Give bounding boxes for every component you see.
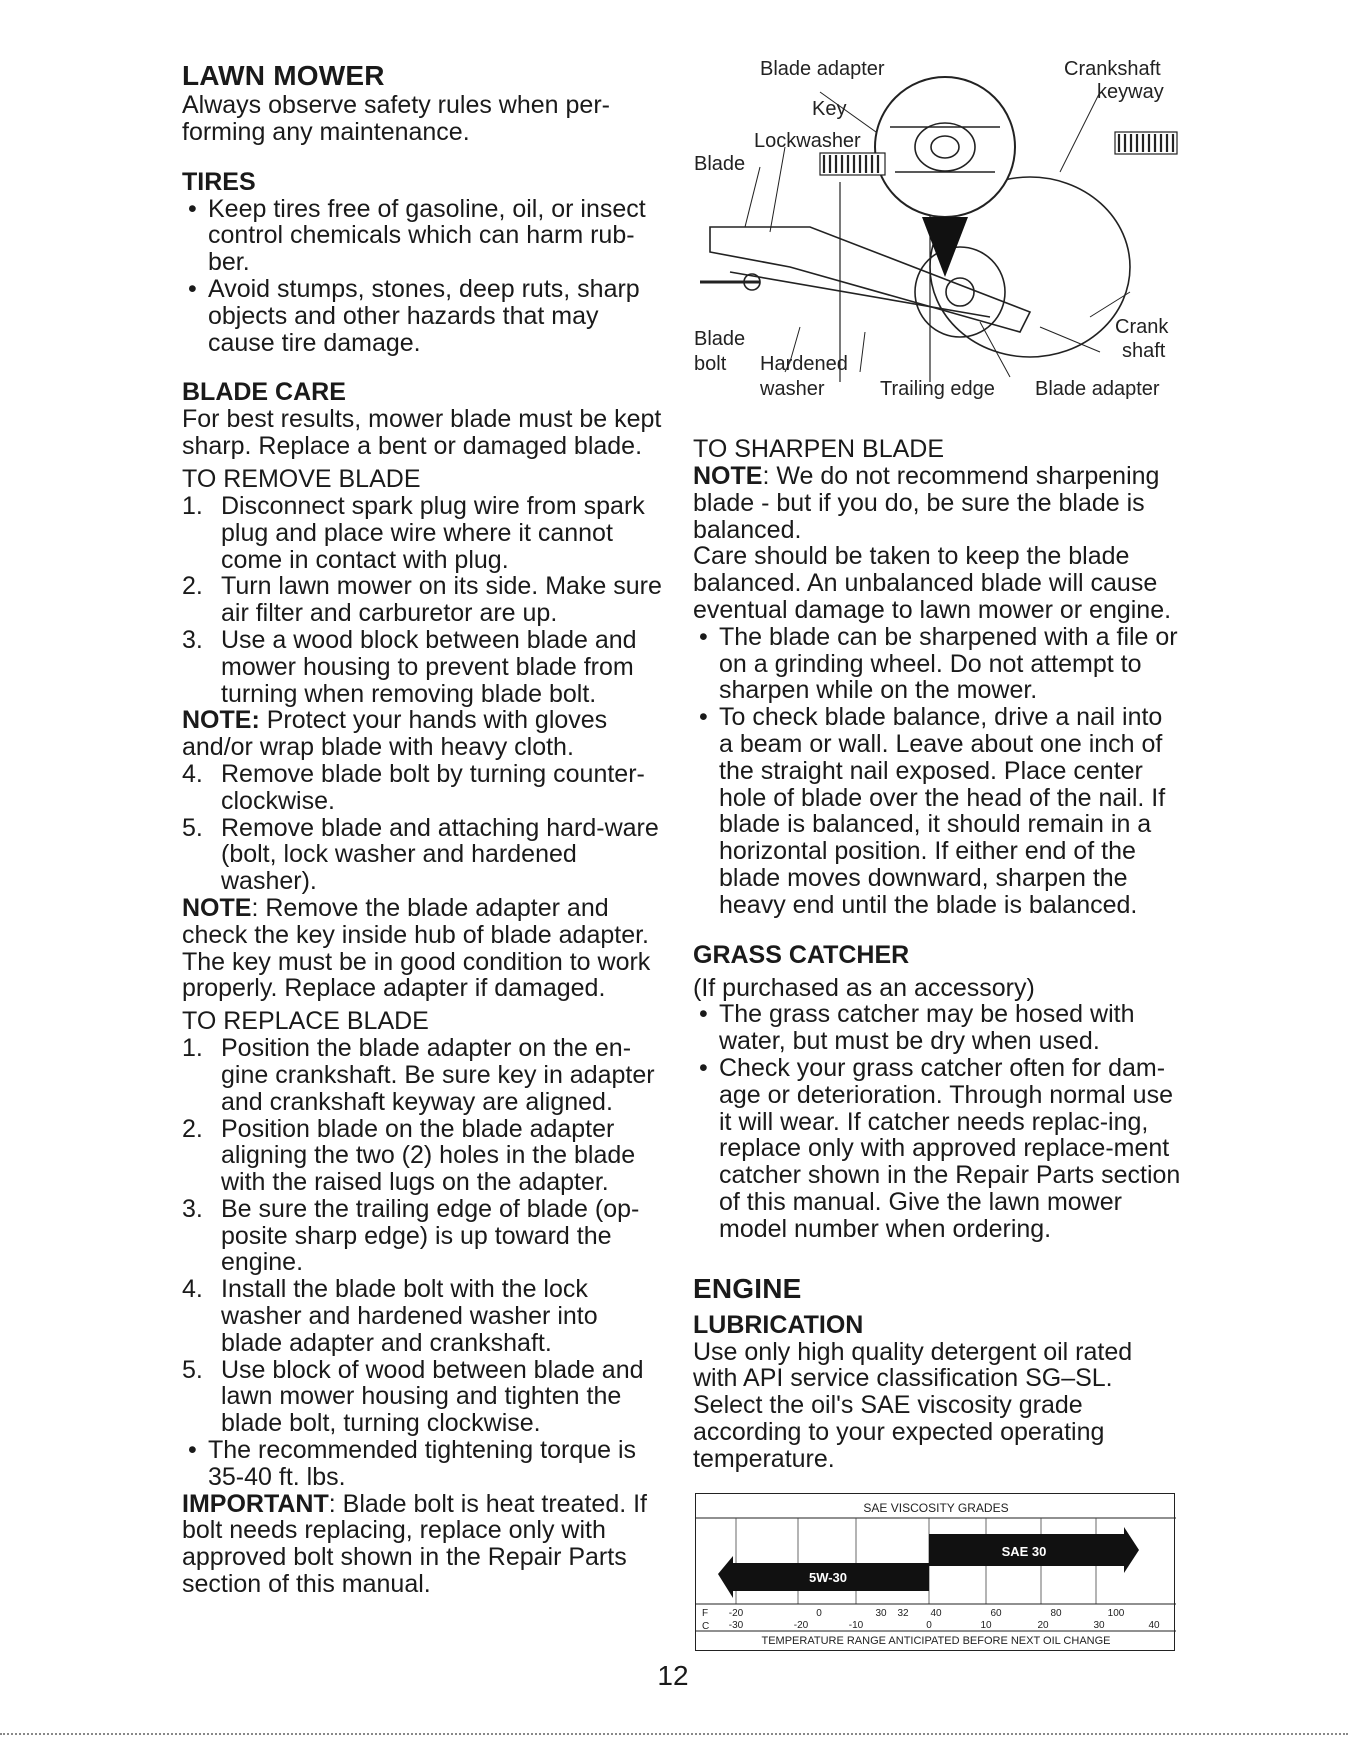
list-item: • The recommended tightening torque is 35-40 ft. lbs. [182, 1437, 662, 1491]
list-item [182, 627, 662, 707]
note-text: : Remove the blade adapter and check the key inside hub of blade adapter. The key must be in good condition to work properly. Replace adapter if damaged. [182, 893, 651, 1003]
care-text: Care should be taken to keep the blade balanced. An unbalanced blade will cause eventual damage to lawn mower or engine. [693, 542, 1172, 624]
celsius-tick-label: 30 [1093, 1620, 1105, 1631]
step-number: 4. [182, 759, 203, 788]
important-note [182, 1491, 662, 1598]
torque-list [182, 1437, 662, 1491]
remove-steps-b [182, 761, 662, 895]
step-text: Use block of wood between blade and lawn mower housing and tighten the blade bolt, turning clockwise. [221, 1355, 644, 1438]
step-number: 1. [182, 491, 203, 520]
step-number: 3. [182, 1194, 203, 1223]
fahrenheit-tick-label: 40 [930, 1608, 942, 1619]
sharpen-note [693, 463, 1183, 543]
note-label: NOTE [693, 462, 763, 490]
step-text: Position the blade adapter on the en-gine crankshaft. Be sure key in adapter and crankshaft keyway are aligned. [221, 1034, 655, 1116]
step-text: Remove blade bolt by turning counter-clockwise. [221, 759, 645, 815]
list-item [182, 1276, 662, 1356]
list-item [182, 761, 662, 815]
label-crank: Crank [1115, 316, 1169, 338]
step-text: Remove blade and attaching hard-ware (bolt, lock washer and hardened washer). [221, 813, 659, 896]
list-item: • Avoid stumps, stones, deep ruts, sharp objects and other hazards that may cause tire damage. [182, 276, 662, 356]
engine-heading: ENGINE [693, 1272, 802, 1304]
list-item: • To check blade balance, drive a nail into a beam or wall. Leave about one inch of the straight nail exposed. Place center hole of blade over the head of the nail. If blade is balanced, it should remain in a horizontal position. If either end of the blade moves downward, sharpen the heavy end until the blade is balanced. [693, 704, 1183, 918]
left-column [182, 60, 662, 1598]
lubrication-heading: LUBRICATION [693, 1310, 864, 1339]
tires-heading: TIRES [182, 167, 256, 196]
list-item: • Check your grass catcher often for dam-age or deterioration. Through normal use it will wear. If catcher needs replac-ing, replace only with approved replace-ment catcher shown in the Repair Parts section of this manual. Give the lawn mower model number when ordering. [693, 1055, 1183, 1243]
label-washer: washer [760, 378, 825, 400]
viscosity-chart-svg [696, 1494, 1176, 1652]
lawn-mower-intro: Always observe safety rules when per-forming any maintenance. [182, 91, 610, 146]
sharpen-blade-heading: TO SHARPEN BLADE [693, 435, 945, 463]
step-text: Turn lawn mower on its side. Make sure air filter and carburetor are up. [221, 572, 662, 628]
chart-footer: TEMPERATURE RANGE ANTICIPATED BEFORE NEXT OIL CHANGE [761, 1635, 1111, 1647]
lubrication-text: Use only high quality detergent oil rated with API service classification SG–SL. Select the oil's SAE viscosity grade according to your expected operating temperature. [693, 1337, 1133, 1473]
step-number: 4. [182, 1275, 203, 1304]
label-trailing-edge: Trailing edge [880, 378, 995, 400]
blade-care-heading: BLADE CARE [182, 378, 346, 407]
replace-steps [182, 1035, 662, 1437]
list-item: • The grass catcher may be hosed with water, but must be dry when used. [693, 1001, 1183, 1055]
step-text: Position blade on the blade adapter aligning the two (2) holes in the blade with the raised lugs on the adapter. [221, 1114, 636, 1197]
sharpen-list [693, 624, 1183, 919]
step-number: 5. [182, 813, 203, 842]
blade-care-intro: For best results, mower blade must be kept sharp. Replace a bent or damaged blade. [182, 405, 662, 461]
note-text: Protect your hands with gloves and/or wrap blade with heavy cloth. [182, 706, 608, 762]
list-item [182, 815, 662, 895]
label-shaft: shaft [1122, 340, 1166, 362]
important-text: : Blade bolt is heat treated. If bolt needs replacing, replace only with approved bolt shown in the Repair Parts section of this manual. [182, 1489, 647, 1599]
label-blade-adapter-top: Blade adapter [760, 58, 885, 80]
note-adapter [182, 895, 662, 1002]
fahrenheit-tick-label: 0 [816, 1608, 822, 1619]
list-item [182, 1357, 662, 1437]
celsius-label: C [702, 1621, 710, 1632]
step-number: 2. [182, 572, 203, 601]
replace-blade-heading: TO REPLACE BLADE [182, 1007, 429, 1036]
note-gloves [182, 707, 662, 761]
remove-blade-heading: TO REMOVE BLADE [182, 464, 421, 493]
celsius-tick-label: -20 [793, 1620, 809, 1631]
label-blade-bolt-2: bolt [694, 353, 727, 375]
grass-list [693, 1001, 1183, 1242]
step-text: Be sure the trailing edge of blade (op-posite sharp edge) is up toward the engine. [221, 1194, 640, 1277]
page-number: 12 [657, 1660, 689, 1691]
fahrenheit-label: F [702, 1608, 709, 1619]
step-number: 2. [182, 1114, 203, 1143]
celsius-tick-label: 40 [1148, 1620, 1160, 1631]
fahrenheit-tick-label: 32 [897, 1608, 909, 1619]
label-keyway: keyway [1097, 81, 1164, 103]
fahrenheit-tick-label: 30 [875, 1608, 887, 1619]
fahrenheit-ticks [729, 1608, 1125, 1619]
list-item: • Keep tires free of gasoline, oil, or insect control chemicals which can harm rub-ber. [182, 196, 662, 276]
celsius-tick-label: 10 [980, 1620, 992, 1631]
step-text: Install the blade bolt with the lock washer and hardened washer into blade adapter and crankshaft. [221, 1275, 598, 1357]
bottom-divider [0, 1733, 1348, 1737]
label-lockwasher: Lockwasher [754, 130, 861, 152]
note-label: NOTE [182, 893, 252, 922]
list-item [182, 573, 662, 627]
remove-steps-a [182, 493, 662, 707]
celsius-tick-label: 0 [926, 1620, 932, 1631]
label-key: Key [812, 98, 847, 120]
step-text: Disconnect spark plug wire from spark plug and place wire where it cannot come in contact with plug. [221, 491, 645, 574]
fahrenheit-tick-label: 60 [990, 1608, 1002, 1619]
note-label: NOTE: [182, 706, 260, 735]
label-blade-adapter-bottom: Blade adapter [1035, 378, 1160, 400]
label-crankshaft: Crankshaft [1064, 58, 1161, 80]
grass-intro: (If purchased as an accessory) [693, 973, 1035, 1002]
celsius-tick-label: 20 [1037, 1620, 1049, 1631]
list-item [182, 493, 662, 573]
lawn-mower-heading: LAWN MOWER [182, 60, 385, 91]
fahrenheit-tick-label: -20 [728, 1608, 744, 1619]
list-item [182, 1035, 662, 1115]
tires-list [182, 196, 662, 357]
label-blade: Blade [694, 153, 746, 175]
label-blade-bolt-1: Blade [694, 328, 746, 350]
label-hardened: Hardened [760, 353, 848, 375]
sae-viscosity-chart [695, 1493, 1175, 1651]
sae30-label: SAE 30 [1001, 1544, 1047, 1559]
note-text: : We do not recommend sharpening blade - but if you do, be sure the blade is balanced. [693, 462, 1160, 544]
step-number: 5. [182, 1355, 203, 1384]
list-item [182, 1116, 662, 1196]
celsius-tick-label: -30 [728, 1620, 744, 1631]
step-number: 1. [182, 1034, 203, 1063]
grass-catcher-heading: GRASS CATCHER [693, 940, 910, 969]
fahrenheit-tick-label: 100 [1107, 1608, 1125, 1619]
celsius-ticks [729, 1620, 1160, 1631]
right-column [693, 0, 1183, 1473]
step-text: Use a wood block between blade and mower housing to prevent blade from turning when removing blade bolt. [221, 625, 637, 708]
5w30-label: 5W-30 [808, 1570, 848, 1585]
celsius-tick-label: -10 [848, 1620, 864, 1631]
important-label: IMPORTANT [182, 1489, 329, 1518]
chart-title: SAE VISCOSITY GRADES [863, 1501, 1009, 1515]
list-item [182, 1196, 662, 1276]
list-item: • The blade can be sharpened with a file or on a grinding wheel. Do not attempt to sharpen while on the mower. [693, 624, 1183, 704]
step-number: 3. [182, 625, 203, 654]
fahrenheit-tick-label: 80 [1050, 1608, 1062, 1619]
